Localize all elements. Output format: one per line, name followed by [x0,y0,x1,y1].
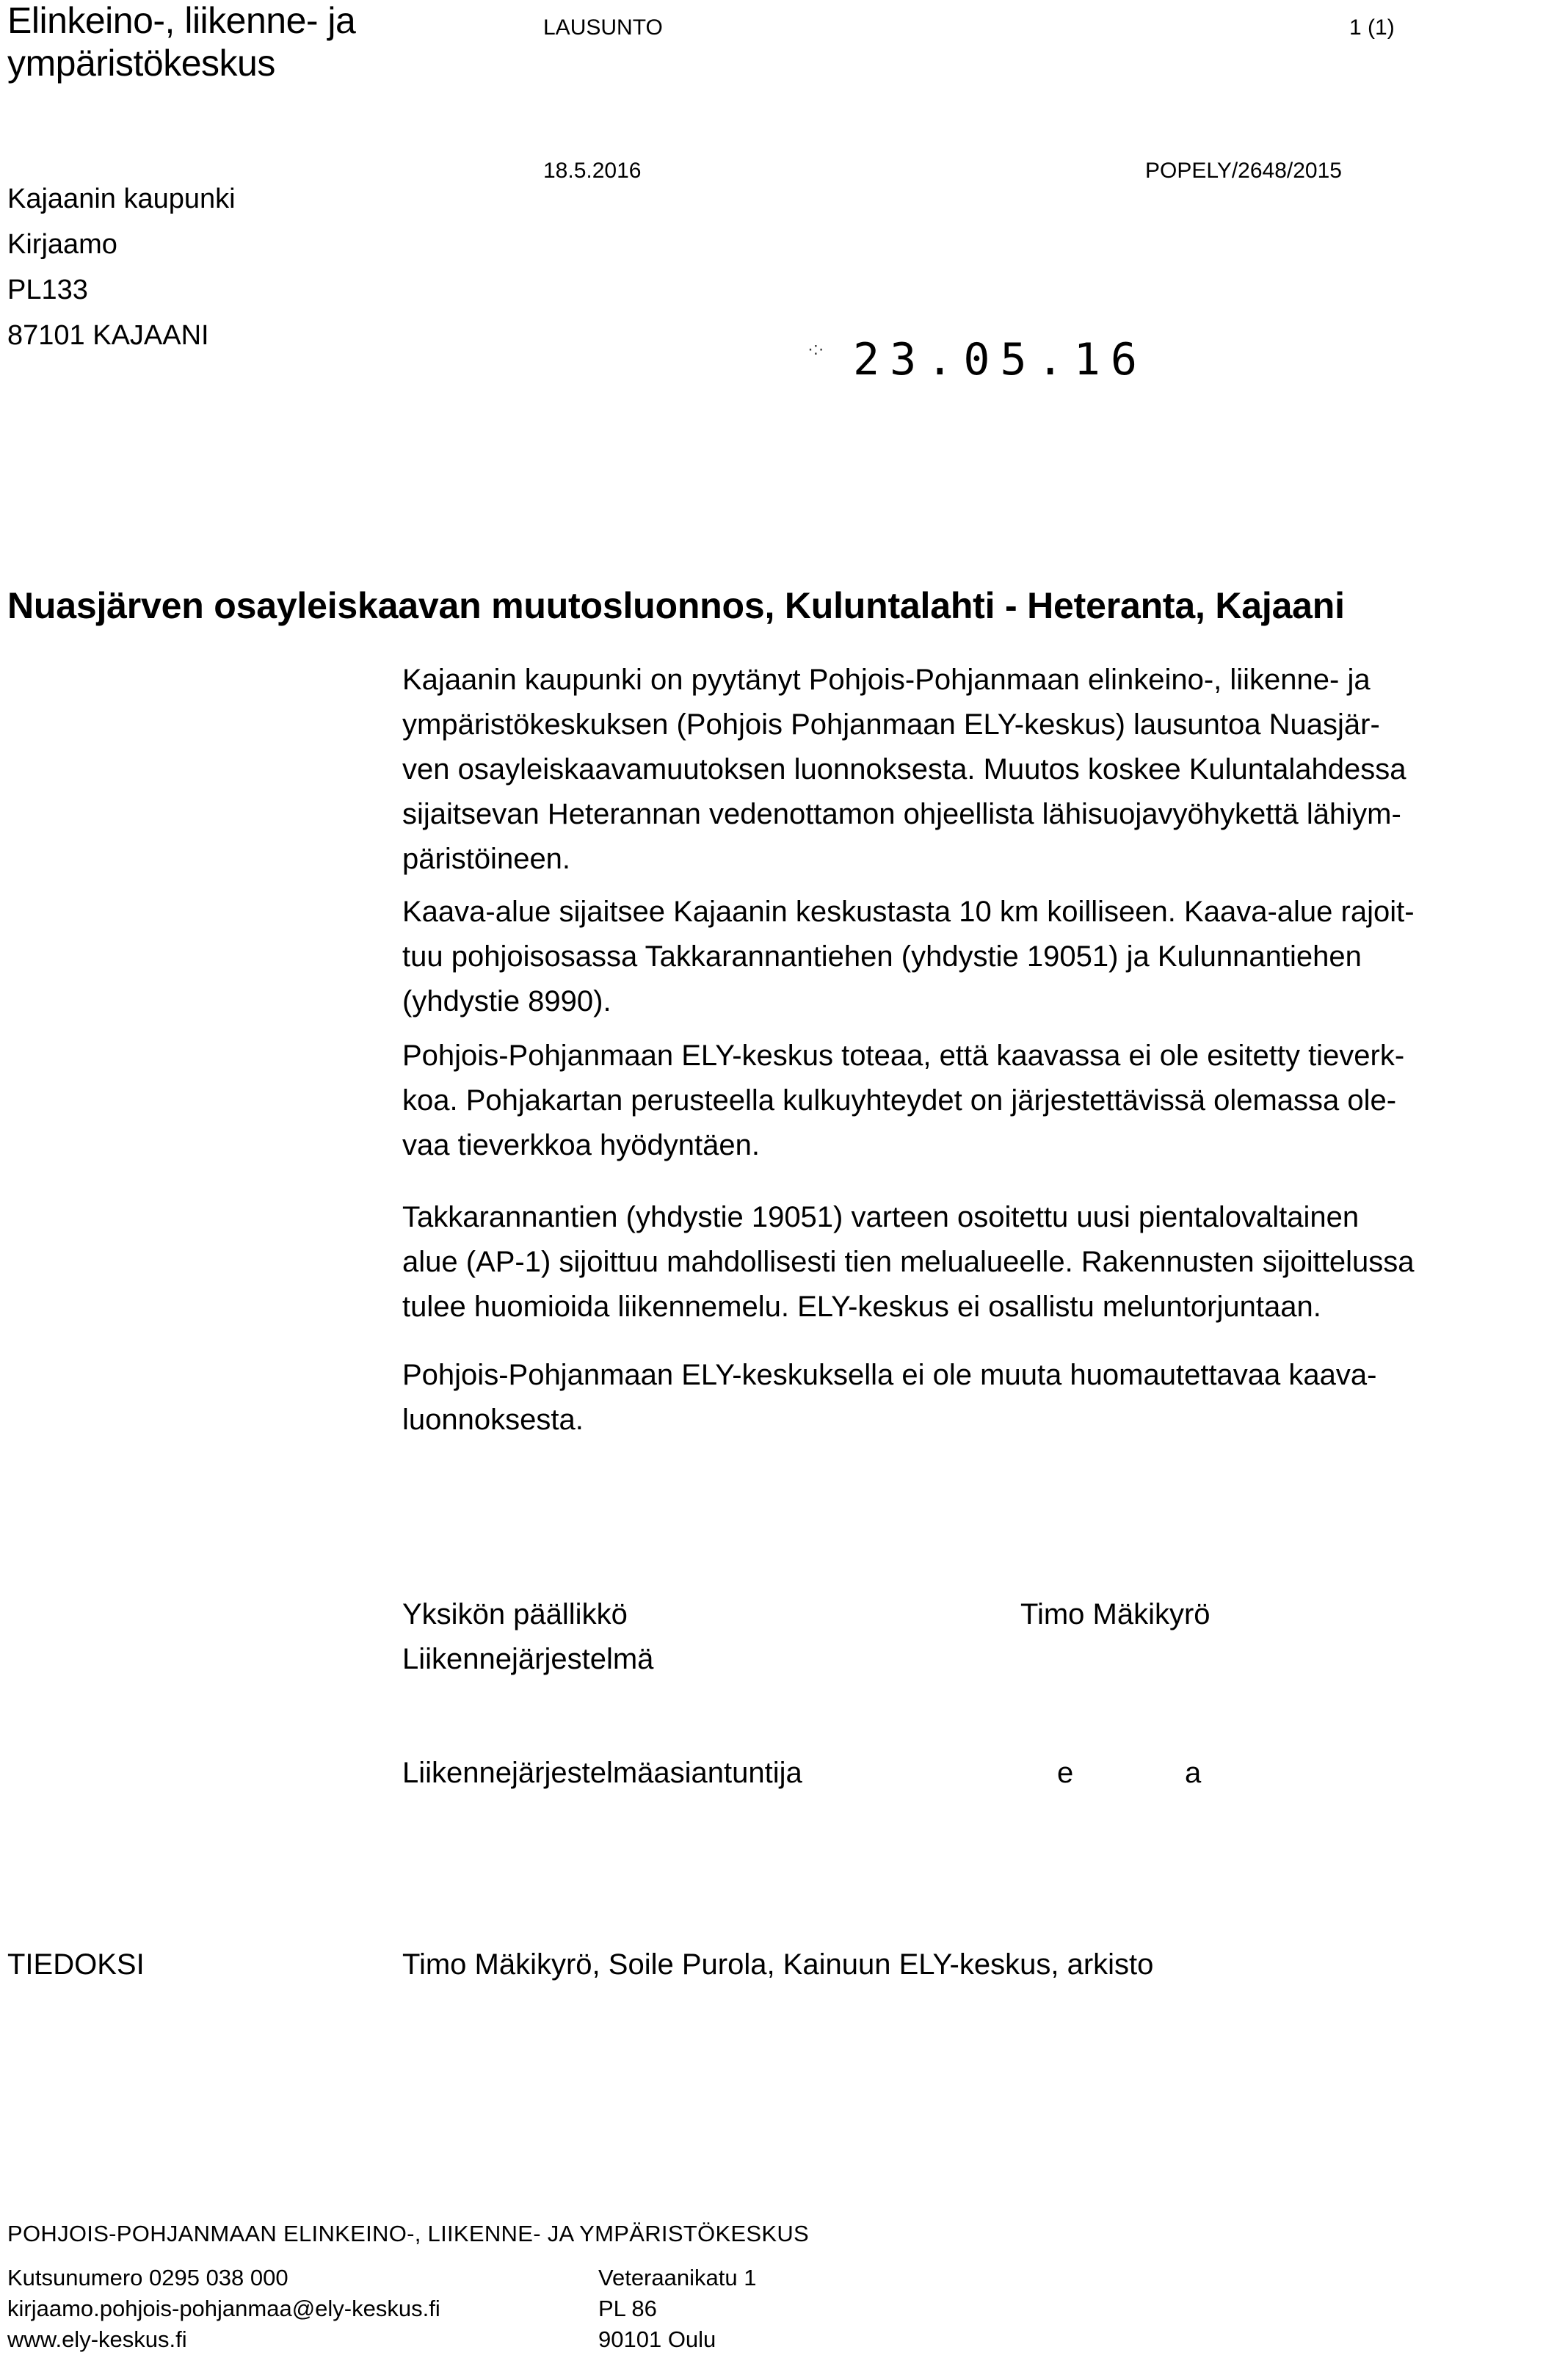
text-line: sijaitsevan Heterannan vedenottamon ohjeellista lähisuojavyöhykettä lähiym- [402,798,1401,830]
document-date: 18.5.2016 [543,159,642,183]
footer-email: kirjaamo.pohjois-pohjanmaa@ely-keskus.fi [7,2296,440,2321]
paragraph-noise [402,1195,1561,1329]
footer-address-block [598,2263,756,2355]
document-title: Nuasjärven osayleiskaavan muutosluonnos, Kuluntalahti - Heteranta, Kajaani [7,585,1345,626]
footer-street: Veteraanikatu 1 [598,2265,757,2290]
page-number: 1 (1) [1349,15,1395,40]
organization-name-line2: ympäristökeskus [7,43,275,84]
text-line: vaa tieverkkoa hyödyntäen. [402,1129,760,1161]
signer-title-line: Liikennejärjestelmä [402,1643,654,1675]
second-signer-title: Liikennejärjestelmäasiantuntija [402,1757,802,1789]
stamp-mark: ·:· [807,339,824,359]
text-line: Takkarannantien (yhdystie 19051) varteen osoitettu uusi pientalovaltainen [402,1201,1360,1233]
received-date-stamp: 23.05.16 [853,334,1147,385]
reference-number: POPELY/2648/2015 [1145,159,1342,183]
text-line: Pohjois-Pohjanmaan ELY-keskus toteaa, että kaavassa ei ole esitetty tieverk- [402,1040,1405,1072]
signer-title-block [402,1592,653,1682]
recipient-line: Kirjaamo [7,229,117,260]
signer-title-line: Yksikön päällikkö [402,1598,628,1630]
paragraph-conclusion [402,1353,1561,1443]
recipient-line: Kajaanin kaupunki [7,184,236,214]
recipient-block [7,176,236,358]
text-line: päristöineen. [402,843,571,875]
paragraph-location [402,890,1561,1024]
text-line: ven osayleiskaavamuutoksen luonnoksesta. Muutos koskee Kuluntalahdessa [402,753,1407,786]
text-line: Pohjois-Pohjanmaan ELY-keskuksella ei ole muuta huomautettavaa kaava- [402,1359,1377,1391]
footer-organization: POHJOIS-POHJANMAAN ELINKEINO-, LIIKENNE- JA YMPÄRISTÖKESKUS [7,2221,810,2246]
footer-phone: Kutsunumero 0295 038 000 [7,2265,288,2290]
text-line: tulee huomioida liikennemelu. ELY-keskus ei osallistu meluntorjuntaan. [402,1291,1321,1323]
text-line: tuu pohjoisosassa Takkarannantiehen (yhdystie 19051) ja Kulunnantiehen [402,940,1362,973]
text-line: ympäristökeskuksen (Pohjois Pohjanmaan ELY-keskus) lausuntoa Nuasjär- [402,708,1380,741]
distribution-recipients: Timo Mäkikyrö, Soile Purola, Kainuun ELY-keskus, arkisto [402,1948,1154,1981]
recipient-line: 87101 KAJAANI [7,320,209,351]
text-line: Kaava-alue sijaitsee Kajaanin keskustasta 10 km koilliseen. Kaava-alue rajoit- [402,896,1415,928]
second-signer-name-fragment: a [1185,1757,1202,1789]
text-line: Kajaanin kaupunki on pyytänyt Pohjois-Pohjanmaan elinkeino-, liikenne- ja [402,664,1371,696]
text-line: (yhdystie 8990). [402,985,611,1017]
paragraph-road-network [402,1034,1561,1168]
document-type: LAUSUNTO [543,15,663,40]
footer-po-box: PL 86 [598,2296,657,2321]
footer-website: www.ely-keskus.fi [7,2326,187,2352]
distribution-label: TIEDOKSI [7,1948,145,1981]
text-line: alue (AP-1) sijoittuu mahdollisesti tien melualueelle. Rakennusten sijoittelussa [402,1246,1415,1278]
footer-contact-block [7,2263,440,2355]
organization-name-line1: Elinkeino-, liikenne- ja [7,0,356,41]
second-signer-name-fragment: e [1057,1757,1074,1789]
footer-city: 90101 Oulu [598,2326,716,2352]
paragraph-request [402,658,1561,882]
text-line: luonnoksesta. [402,1404,584,1436]
signer-name: Timo Mäkikyrö [1020,1598,1211,1630]
text-line: koa. Pohjakartan perusteella kulkuyhteydet on järjestettävissä olemassa ole- [402,1084,1397,1117]
recipient-line: PL133 [7,275,88,305]
